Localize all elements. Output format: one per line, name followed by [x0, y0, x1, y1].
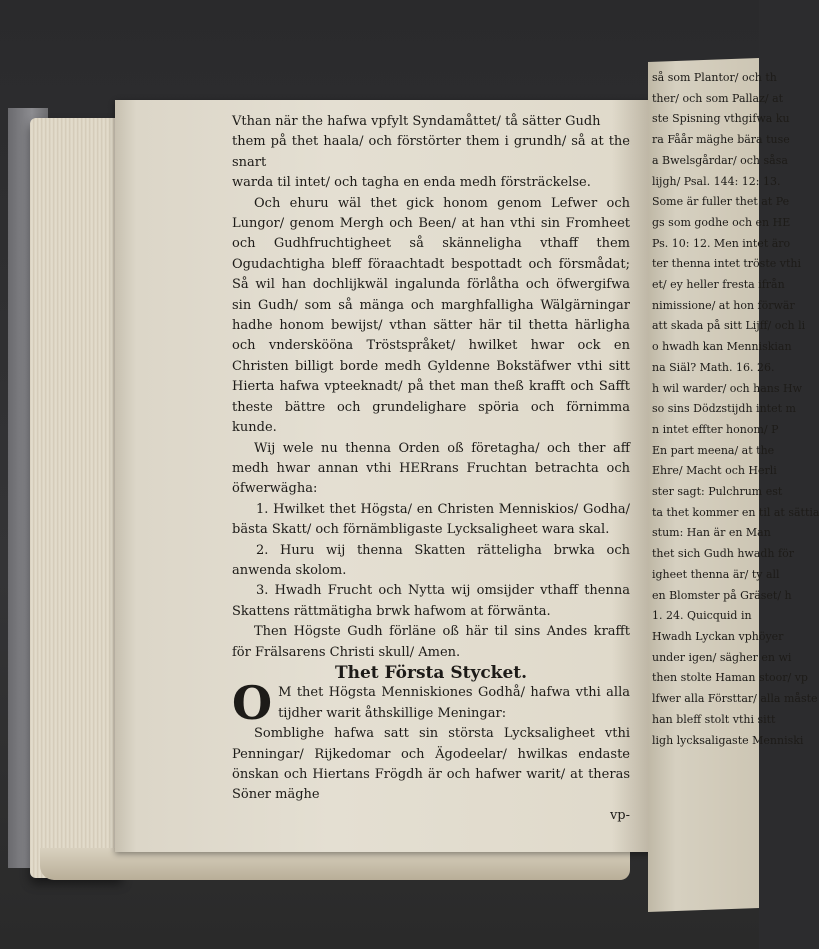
text-line: Hwadh Lyckan vphöyer — [652, 629, 784, 643]
text-line: ta thet kommer en til at sättia — [652, 505, 819, 519]
list-item: 3. Hwadh Frucht och Nytta wij omsijder vthaff thenna Skattens rättmätigha brwk hafwom at förwänta. — [232, 583, 630, 619]
text-line: han bleff stolt vthi sitt — [652, 712, 776, 726]
text-line: et/ ey heller fresta ifrån — [652, 278, 785, 292]
text-line: na Siäl? Math. 16. 26. — [652, 360, 775, 374]
text-line: Vthan när the hafwa vpfylt Syndamåttet/ tå sätter Gudh — [232, 114, 601, 129]
text-line: a Bwelsgårdar/ och såsa — [652, 153, 788, 167]
text-line: stum: Han är en Man — [652, 526, 771, 540]
paragraph: Then Högste Gudh förläne oß här til sins Andes krafft för Frälsarens Christi skull/ Amen. — [232, 624, 630, 660]
paragraph: Wij wele nu thenna Orden oß företagha/ och ther aff medh hwar annan vthi HERrans Fruchtan betrachta och öfwerwägha: — [232, 440, 630, 497]
text-line: gs som godhe och en HE — [652, 215, 791, 229]
text-line: lfwer alla Försttar/ alla måste — [652, 692, 818, 706]
paragraph — [232, 676, 630, 731]
text-line: Ehre/ Macht och Herli — [652, 464, 777, 478]
page-text — [232, 112, 630, 826]
text-line: ste Spisning vthgifwa ku — [652, 112, 790, 126]
text-line: igheet thenna är/ ty all — [652, 567, 780, 581]
paragraph: Somblighe hafwa satt sin största Lycksaligheet vthi Penningar/ Rijkedomar och Ägodeelar/ hwilkas endaste önskan och Hiertans Frögdh är och hafwer warit/ at theras Söner mäghe — [232, 726, 630, 803]
text-line: Ps. 10: 12. Men intet äro — [652, 236, 791, 250]
text-line: then stolte Haman stoor/ vp — [652, 671, 808, 685]
text-line: ra Fåår mäghe bära tuse — [652, 133, 790, 147]
catchword: vp- — [609, 807, 630, 823]
drop-cap: O — [232, 676, 273, 731]
text-line: En part meena/ at the — [652, 443, 775, 457]
text-line: so sins Dödzstijdh intet m — [652, 402, 796, 416]
text-line: ter thenna intet tröste vthi — [652, 257, 801, 271]
text-line: en Blomster på Gräset/ h — [652, 588, 792, 602]
text-line: Some är fuller thet at Pe — [652, 195, 790, 209]
page-edges — [30, 118, 122, 878]
list-item: 1. Hwilket thet Högsta/ en Christen Menniskios/ Godha/ bästa Skatt/ och förnämbligaste Lycksaligheet wara skal. — [232, 501, 630, 538]
text-line: 1. 24. Quicquid in — [652, 609, 752, 623]
first-paragraph-text: M thet Högsta Menniskiones Godhå/ hafwa vthi alla tijdher warit åthskillige Meningar: — [278, 685, 630, 721]
text-line: h wil warder/ och hans Hw — [652, 381, 803, 395]
text-line: ster sagt: Pulchrum est — [652, 485, 783, 499]
paragraph: Och ehuru wäl thet gick honom genom Lefwer och Lungor/ genom Mergh och Been/ at han vthi sin Fromheet och Gudhfruchtigheet så skänneligha vthaff them Ogudachtigha bleff föraachtadt bespottadt och försmådat; Så wil han dochlijkwäl ingalunda förlåtha och öfwergifwa sin Gudh/ som så mänga och marghfalligha Wälgärningar hadhe honom bewijst/ vthan sätter här til thetta härligha och vnderskööna Tröstspråket/ hwilket hwar ock en Christen billigt borde medh Gyldenne Bokstäfwer vthi sitt Hierta hafwa vpteeknadt/ på thet man theß krafft och Safft theste bättre och grundelighare spöria och förnimma kunde. — [232, 195, 630, 436]
text-line: att skada på sitt Lijff/ och li — [652, 319, 806, 333]
page-fold — [40, 848, 630, 880]
text-line: thet sich Gudh hwadh för — [652, 547, 794, 561]
text-line: under igen/ sägher en wi — [652, 650, 792, 664]
text-line: them på thet haala/ och förstörter them i grundh/ så at the snart — [232, 134, 630, 170]
text-line: nimissione/ at hon förwär — [652, 298, 795, 312]
text-line: ligh lycksaligaste Menniski — [652, 733, 804, 747]
text-line: n intet effter honom/ P — [652, 422, 779, 436]
text-line: warda til intet/ och tagha en enda medh försträckelse. — [232, 175, 591, 191]
list-item: 2. Huru wij thenna Skatten rätteligha brwka och anwenda skolom. — [232, 542, 630, 578]
text-line: så som Plantor/ och th — [652, 71, 777, 84]
section-heading: Thet Första Stycket. — [334, 662, 528, 683]
facing-page-text — [652, 68, 819, 751]
text-line: o hwadh kan Menniskian — [652, 340, 792, 354]
text-line: ther/ och som Pallaz/ at — [652, 91, 784, 105]
text-line: lijgh/ Psal. 144: 12: 13. — [652, 174, 781, 188]
